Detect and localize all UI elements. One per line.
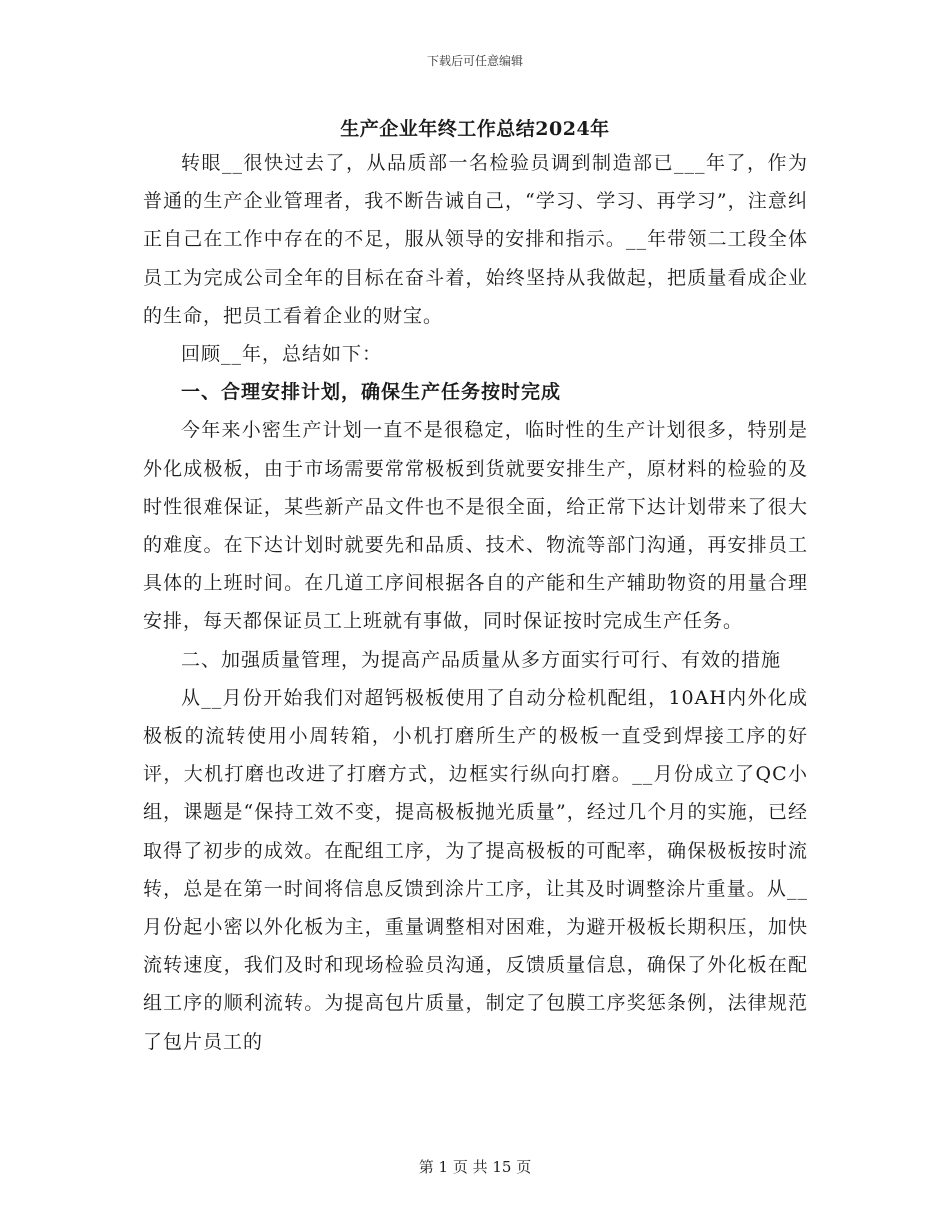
section-heading-1: 一、合理安排计划，确保生产任务按时完成	[181, 381, 562, 404]
paragraph-section-1: 今年来小密生产计划一直不是很稳定，临时性的生产计划很多，特别是外化成极板，由于市场需要常常极板到货就要安排生产，原材料的检验的及时性很难保证，某些新产品文件也不是很全面，给正常下达计划带来了很大的难度。在下达计划时就要先和品质、技术、物流等部门沟通，再安排员工具体的上班时间。在几道工序间根据各自的产能和生产辅助物资的用量合理安排，每天都保证员工上班就有事做，同时保证按时完成生产任务。	[143, 419, 808, 633]
page-number-footer: 第 1 页 共 15 页	[418, 1158, 532, 1176]
document-body	[143, 144, 808, 1061]
paragraph-intro: 转眼__很快过去了，从品质部一名检验员调到制造部已___年了，作为普通的生产企业管理者，我不断告诫自己，“学习、学习、再学习”，注意纠正自己在工作中存在的不足，服从领导的安排和指示。__年带领二工段全体员工为完成公司全年的目标在奋斗着，始终坚持从我做起，把质量看成企业的生命，把员工看着企业的财宝。	[143, 152, 808, 327]
document-title: 生产企业年终工作总结2024年	[340, 118, 610, 140]
header-note: 下载后可任意编辑	[426, 54, 523, 68]
paragraph-review: 回顾__年，总结如下：	[181, 343, 383, 366]
paragraph-section-2: 从__月份开始我们对超钙极板使用了自动分检机配组，10AH内外化成极板的流转使用小周转箱，小机打磨所生产的极板一直受到焊接工序的好评，大机打磨也改进了打磨方式，边框实行纵向打磨。__月份成立了QC小组，课题是“保持工效不变，提高极板抛光质量”，经过几个月的实施，已经取得了初步的成效。在配组工序，为了提高极板的可配率，确保极板按时流转，总是在第一时间将信息反馈到涂片工序，让其及时调整涂片重量。从__月份起小密以外化板为主，重量调整相对困难，为避开极板长期积压，加快流转速度，我们及时和现场检验员沟通，反馈质量信息，确保了外化板在配组工序的顺利流转。为提高包片质量，制定了包膜工序奖惩条例，法律规范了包片员工的	[143, 686, 808, 1053]
section-heading-2: 二、加强质量管理，为提高产品质量从多方面实行可行、有效的措施	[181, 648, 782, 671]
